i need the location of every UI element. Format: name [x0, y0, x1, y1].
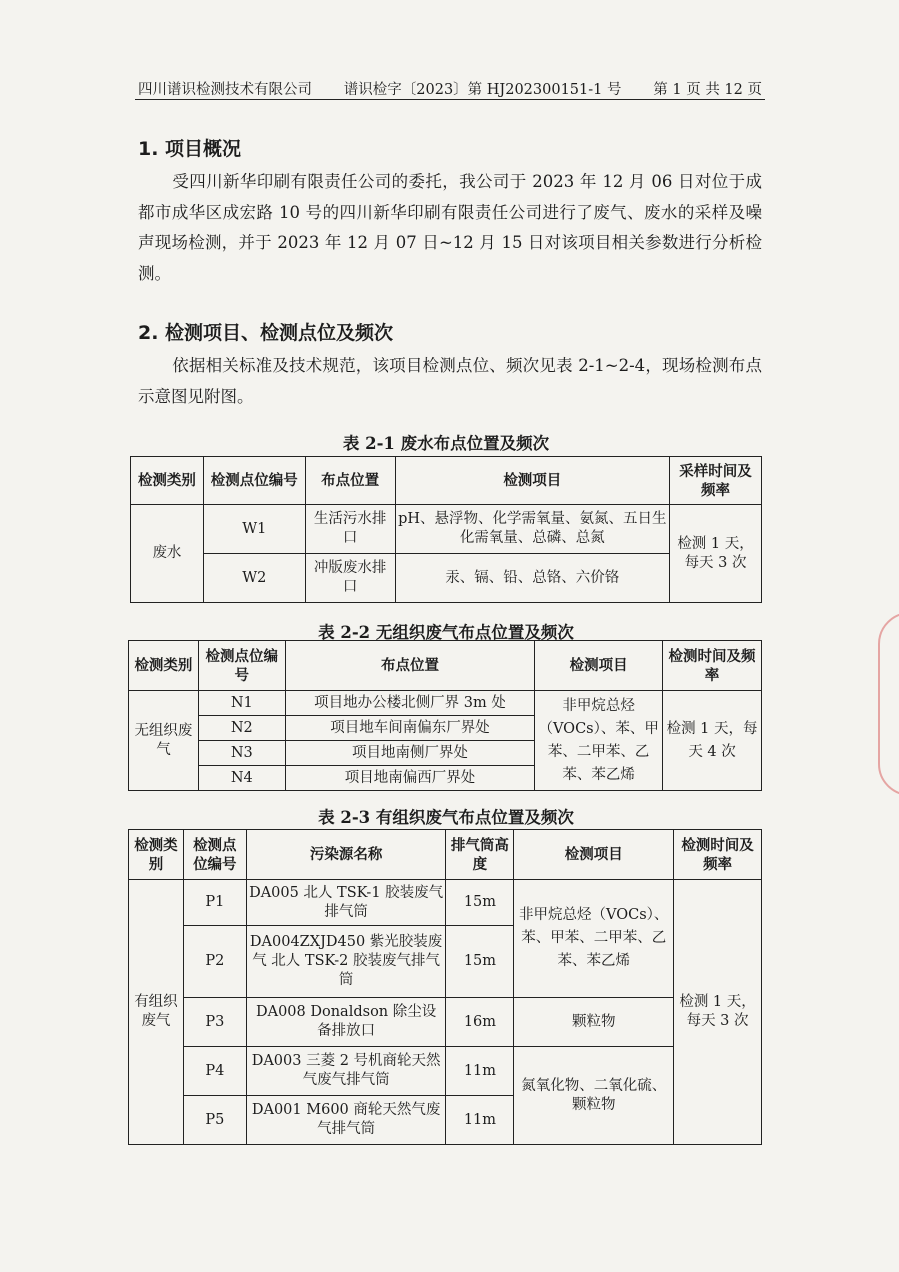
table-header-cell: 检测项目	[535, 641, 663, 691]
source-cell: DA008 Donaldson 除尘设备排放口	[246, 998, 446, 1047]
table-header-cell: 采样时间及频率	[670, 457, 762, 505]
table-2-1-caption: 表 2-1 废水布点位置及频次	[342, 434, 550, 453]
table-2-3	[128, 829, 762, 1145]
location-cell: 项目地车间南偏东厂界处	[285, 716, 534, 741]
table-row	[129, 880, 762, 926]
table-header-cell: 检测点位编号	[198, 641, 285, 691]
table-row	[129, 691, 762, 716]
point-id-cell: N2	[198, 716, 285, 741]
table-row	[131, 505, 762, 554]
table-header-cell: 检测类别	[129, 830, 184, 880]
table-header-cell: 排气筒高度	[446, 830, 514, 880]
category-cell: 无组织废气	[129, 691, 199, 791]
category-cell: 有组织废气	[129, 880, 184, 1145]
point-id-cell: W2	[203, 554, 305, 603]
report-number: 谱识检字〔2023〕第 HJ202300151-1 号	[343, 82, 622, 98]
table-header-cell: 检测项目	[514, 830, 674, 880]
items-cell: 氮氧化物、二氧化硫、颗粒物	[514, 1047, 674, 1145]
items-cell: 汞、镉、铅、总铬、六价铬	[395, 554, 670, 603]
header-divider	[135, 99, 765, 100]
table-2-1	[130, 456, 762, 603]
point-id-cell: N4	[198, 766, 285, 791]
table-2-2-caption: 表 2-2 无组织废气布点位置及频次	[318, 623, 574, 642]
page-header	[138, 78, 762, 99]
point-id-cell: N1	[198, 691, 285, 716]
location-cell: 项目地南偏西厂界处	[285, 766, 534, 791]
table-header-cell: 布点位置	[305, 457, 395, 505]
point-id-cell: P1	[183, 880, 246, 926]
point-id-cell: P4	[183, 1047, 246, 1096]
stack-height-cell: 16m	[446, 998, 514, 1047]
source-cell: DA001 M600 商轮天然气废气排气筒	[246, 1096, 446, 1145]
items-cell: 颗粒物	[514, 998, 674, 1047]
source-cell: DA004ZXJD450 紫光胶装废气 北人 TSK-2 胶装废气排气筒	[246, 926, 446, 998]
section-1-paragraph: 受四川新华印刷有限责任公司的委托，我公司于 2023 年 12 月 06 日对位于成都市成华区成宏路 10 号的四川新华印刷有限责任公司进行了废气、废水的采样及噪声现场检测，并于 2023 年 12 月 07 日~12 月 15 日对该项目相关参数进行分析检测。	[138, 172, 762, 283]
table-header-cell: 检测类别	[129, 641, 199, 691]
items-cell: pH、悬浮物、化学需氧量、氨氮、五日生化需氧量、总磷、总氮	[395, 505, 670, 554]
table-2-2	[128, 640, 762, 791]
point-id-cell: P3	[183, 998, 246, 1047]
point-id-cell: N3	[198, 741, 285, 766]
location-cell: 冲版废水排口	[305, 554, 395, 603]
items-cell: 非甲烷总烃（VOCs）、苯、甲苯、二甲苯、乙苯、苯乙烯	[514, 880, 674, 998]
point-id-cell: P2	[183, 926, 246, 998]
table-header-cell: 检测时间及频率	[663, 641, 762, 691]
items-cell: 非甲烷总烃（VOCs）、苯、甲苯、二甲苯、乙苯、苯乙烯	[535, 691, 663, 791]
table-row	[129, 998, 762, 1047]
location-cell: 项目地办公楼北侧厂界 3m 处	[285, 691, 534, 716]
frequency-cell: 检测 1 天，每天 3 次	[670, 505, 762, 603]
table-header-cell: 检测类别	[131, 457, 204, 505]
source-cell: DA003 三菱 2 号机商轮天然气废气排气筒	[246, 1047, 446, 1096]
frequency-cell: 检测 1 天，每天 3 次	[674, 880, 762, 1145]
table-header-cell: 检测点位编号	[183, 830, 246, 880]
location-cell: 生活污水排口	[305, 505, 395, 554]
stack-height-cell: 15m	[446, 926, 514, 998]
frequency-cell: 检测 1 天，每天 4 次	[663, 691, 762, 791]
stack-height-cell: 11m	[446, 1047, 514, 1096]
table-row	[131, 554, 762, 603]
table-row	[129, 1047, 762, 1096]
seal-stamp	[878, 612, 899, 796]
section-2-title: 2. 检测项目、检测点位及频次	[138, 322, 394, 344]
section-1-title: 1. 项目概况	[138, 138, 242, 160]
stack-height-cell: 15m	[446, 880, 514, 926]
table-header-cell: 污染源名称	[246, 830, 446, 880]
stack-height-cell: 11m	[446, 1096, 514, 1145]
table-2-3-caption: 表 2-3 有组织废气布点位置及频次	[318, 808, 574, 827]
point-id-cell: P5	[183, 1096, 246, 1145]
table-header-cell: 布点位置	[285, 641, 534, 691]
section-2-paragraph: 依据相关标准及技术规范，该项目检测点位、频次见表 2-1~2-4，现场检测布点示意图见附图。	[138, 356, 762, 406]
table-header-cell: 检测项目	[395, 457, 670, 505]
company-name: 四川谱识检测技术有限公司	[138, 82, 312, 98]
table-header-cell: 检测时间及频率	[674, 830, 762, 880]
source-cell: DA005 北人 TSK-1 胶装废气排气筒	[246, 880, 446, 926]
location-cell: 项目地南侧厂界处	[285, 741, 534, 766]
point-id-cell: W1	[203, 505, 305, 554]
page-indicator: 第 1 页 共 12 页	[653, 82, 762, 98]
category-cell: 废水	[131, 505, 204, 603]
table-header-cell: 检测点位编号	[203, 457, 305, 505]
